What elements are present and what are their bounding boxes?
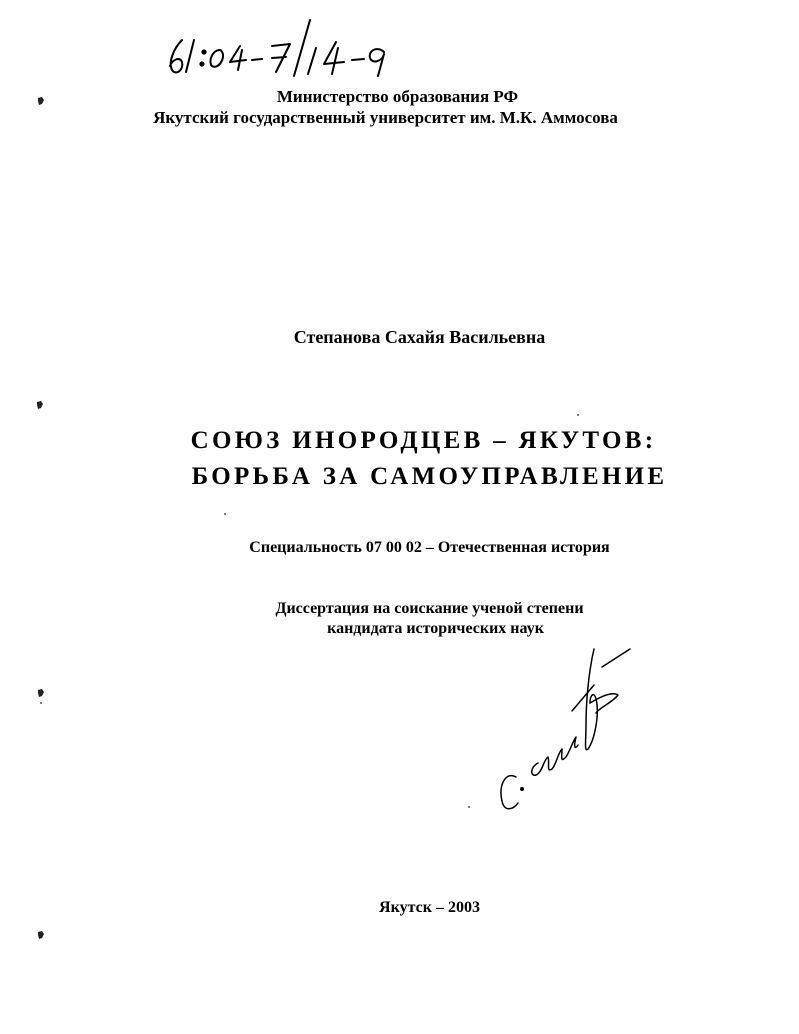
dissertation-line-1: Диссертация на соискание ученой степени: [275, 600, 584, 617]
punch-hole-mark: [37, 688, 45, 698]
punch-hole-mark: [36, 400, 44, 410]
handwritten-archive-code: [160, 8, 450, 80]
punch-hole-mark: [37, 930, 45, 940]
scan-speck: [40, 702, 42, 704]
specialty: Специальность 07 00 02 – Отечественная история: [249, 539, 610, 556]
dissertation-line-2: кандидата исторических наук: [327, 620, 544, 637]
city-year: Якутск – 2003: [379, 899, 480, 916]
ministry-name: Министерство образования РФ: [276, 87, 519, 106]
university-name: Якутский государственный университет им. М.К. Аммосова: [153, 108, 618, 127]
punch-hole-mark: [37, 96, 45, 106]
handwritten-code-text: 61:04-7/14-9: [160, 8, 166, 9]
signature: [490, 645, 640, 820]
scan-speck: [224, 513, 226, 515]
author-name: Степанова Сахайя Васильевна: [293, 327, 546, 347]
title-line-1: СОЮЗ ИНОРОДЦЕВ – ЯКУТОВ:: [190, 427, 657, 454]
scan-speck: [577, 414, 579, 416]
scan-speck: [468, 806, 470, 808]
title-line-2: БОРЬБА ЗА САМОУПРАВЛЕНИЕ: [191, 463, 668, 490]
